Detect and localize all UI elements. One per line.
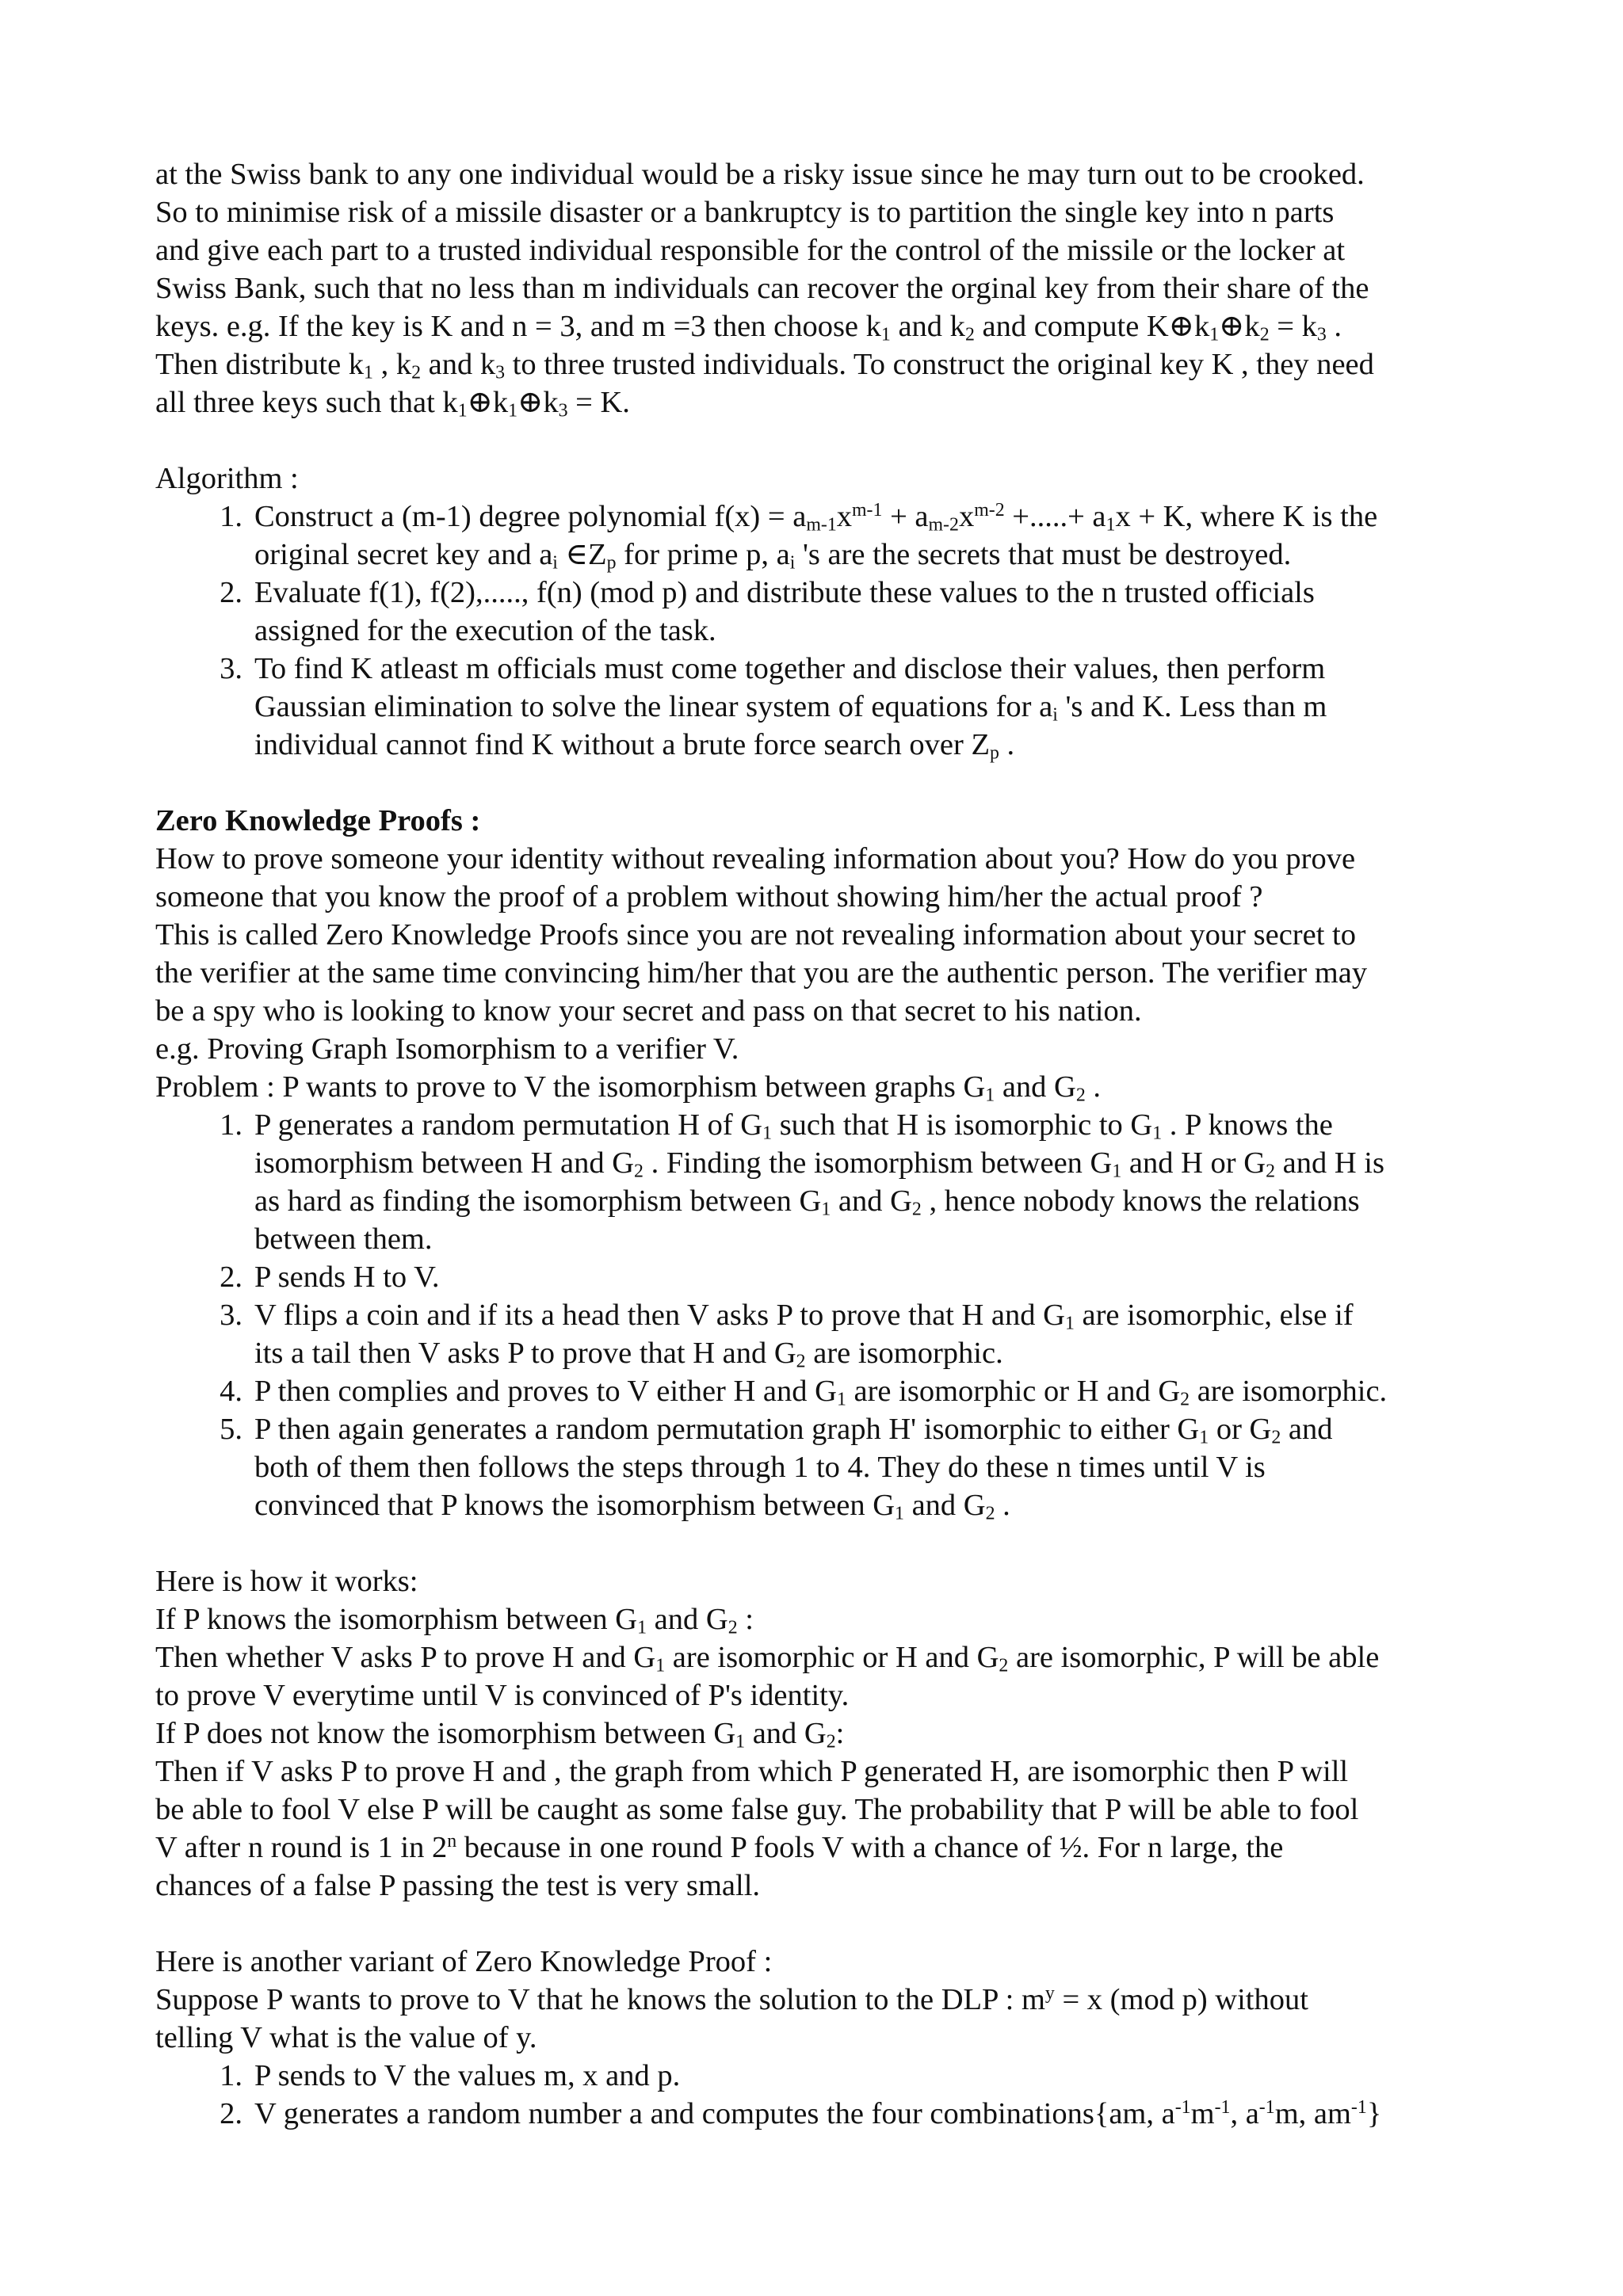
text-line [155, 345, 1503, 383]
text-fragment: and G [903, 1489, 986, 1522]
subscript: i [552, 552, 558, 574]
text-fragment: both of them then follows the steps through 1 to 4. They do these n times until V is [254, 1451, 1266, 1484]
text-fragment: individual cannot find K without a brute force search over Z [254, 728, 990, 761]
list-item [155, 1106, 1503, 1258]
text-fragment: If P does not know the isomorphism between G [155, 1717, 736, 1750]
text-fragment: for prime p, a [616, 538, 790, 571]
subscript: i [1052, 704, 1058, 726]
subscript: 2 [796, 1351, 806, 1372]
paragraph-gap [155, 421, 1503, 460]
variant-steps-list [155, 2057, 1503, 2133]
text-fragment: to three trusted individuals. To construct the original key K , they need [505, 348, 1374, 381]
zkp-steps-list [155, 1106, 1503, 1524]
text-fragment: and G [831, 1184, 912, 1218]
subscript: 1 [1106, 514, 1116, 536]
text-line: be able to fool V else P will be caught as some false guy. The probability that P will be able to fool [155, 1793, 1359, 1826]
text-fragment: P sends H to V. [254, 1261, 440, 1294]
text-fragment: x [836, 500, 852, 533]
algorithm-section [155, 460, 1503, 764]
text-fragment: : [737, 1603, 754, 1636]
text-fragment: . [995, 1489, 1010, 1522]
text-fragment: . [1326, 310, 1342, 343]
text-fragment: are isomorphic, P will be able [1008, 1641, 1380, 1674]
text-line: someone that you know the proof of a problem without showing him/her the actual proof ? [155, 880, 1263, 913]
subscript: 1 [508, 400, 518, 421]
text-line: be a spy who is looking to know your secret and pass on that secret to his nation. [155, 994, 1142, 1028]
text-line: the verifier at the same time convincing him/her that you are the authentic person. The verifier may [155, 956, 1368, 990]
list-number: 1. [220, 1108, 242, 1142]
text-fragment: . [1085, 1070, 1102, 1104]
text-line: telling V what is the value of y. [155, 2021, 537, 2054]
subscript: 1 [735, 1731, 746, 1753]
list-item [155, 2057, 1503, 2095]
text-fragment: ⊕k [517, 386, 559, 419]
text-fragment: as hard as finding the isomorphism between G [254, 1184, 822, 1218]
section-heading: Zero Knowledge Proofs : [155, 804, 481, 837]
subscript: 1 [762, 1123, 773, 1144]
superscript: -1 [1350, 2096, 1367, 2118]
subscript: m-2 [928, 514, 959, 536]
text-fragment: , hence nobody knows the relations [921, 1184, 1360, 1218]
text-fragment: m, am [1274, 2097, 1351, 2130]
paragraph-gap [155, 1524, 1503, 1562]
subscript: 1 [1064, 1313, 1075, 1334]
text-fragment: because in one round P fools V with a chance of ½. For n large, the [456, 1831, 1284, 1864]
list-number: 5. [220, 1413, 242, 1446]
subscript: 1 [457, 400, 468, 421]
text-line: to prove V everytime until V is convinced of P's identity. [155, 1679, 850, 1712]
text-line: So to minimise risk of a missile disaster or a bankruptcy is to partition the single key into n parts [155, 196, 1335, 229]
subscript: 1 [1152, 1123, 1163, 1144]
subscript: 1 [985, 1085, 995, 1106]
paragraph-gap [155, 764, 1503, 802]
text-fragment: keys. e.g. If the key is K and n = 3, and m =3 then choose k [155, 310, 881, 343]
text-fragment: , k [372, 348, 412, 381]
text-fragment: and G [995, 1070, 1076, 1104]
algorithm-list [155, 498, 1503, 764]
text-fragment: are isomorphic. [805, 1337, 1003, 1370]
superscript: -1 [1174, 2096, 1191, 2118]
text-fragment: ⊕k [467, 386, 509, 419]
subscript: 2 [1266, 1161, 1275, 1182]
text-fragment: x + K, where K is the [1115, 500, 1378, 533]
variant-section [155, 1943, 1503, 2133]
list-item [155, 574, 1503, 650]
text-line [155, 383, 1503, 421]
text-fragment: If P knows the isomorphism between G [155, 1603, 638, 1636]
text-fragment: convinced that P knows the isomorphism between G [254, 1489, 896, 1522]
text-fragment: P then again generates a random permutation graph H' isomorphic to either G [254, 1413, 1200, 1446]
text-fragment: P sends to V the values m, x and p. [254, 2059, 681, 2092]
text-line [155, 1600, 1503, 1638]
subscript: p [989, 742, 999, 764]
subscript: 2 [999, 1655, 1009, 1676]
text-fragment: ⊕k [1219, 310, 1260, 343]
text-fragment: and H or G [1121, 1146, 1266, 1180]
text-line: at the Swiss bank to any one individual would be a risky issue since he may turn out to be crooked. [155, 158, 1365, 191]
subscript: 3 [1316, 324, 1327, 345]
list-number: 1. [220, 500, 242, 533]
text-fragment: and G [745, 1717, 827, 1750]
text-fragment: m [1190, 2097, 1215, 2130]
subscript: 2 [985, 1503, 995, 1524]
text-fragment: . P knows the [1162, 1108, 1333, 1142]
subscript: 1 [880, 324, 891, 345]
list-number: 3. [220, 652, 242, 685]
text-line [155, 307, 1503, 345]
text-line: Here is how it works: [155, 1565, 418, 1598]
text-fragment: +.....+ a [1004, 500, 1106, 533]
text-fragment: V after n round is 1 in 2 [155, 1831, 448, 1864]
subscript: 2 [1271, 1427, 1281, 1448]
text-fragment: are isomorphic, else if [1074, 1299, 1354, 1332]
superscript: m-1 [852, 499, 883, 521]
text-fragment: are isomorphic or H and G [846, 1375, 1181, 1408]
text-fragment: : [835, 1717, 845, 1750]
text-fragment: = k [1269, 310, 1317, 343]
superscript: n [447, 1830, 457, 1852]
subscript: 3 [558, 400, 568, 421]
text-line [155, 1638, 1503, 1676]
subscript: 1 [821, 1199, 831, 1220]
list-item [155, 2095, 1503, 2133]
subscript: 2 [727, 1617, 738, 1638]
text-fragment: Then whether V asks P to prove H and G [155, 1641, 656, 1674]
subscript: 3 [495, 362, 506, 383]
subscript: 2 [1180, 1389, 1190, 1410]
text-line: Then if V asks P to prove H and , the graph from which P generated H, are isomorphic then P will [155, 1755, 1349, 1788]
text-fragment: . [999, 728, 1015, 761]
text-fragment: Construct a (m-1) degree polynomial f(x) = a [254, 500, 807, 533]
text-line: Here is another variant of Zero Knowledge Proof : [155, 1945, 773, 1978]
intro-paragraph [155, 155, 1503, 421]
text-fragment: and compute K⊕k [974, 310, 1210, 343]
text-fragment: and G [647, 1603, 728, 1636]
text-line [155, 1068, 1503, 1106]
subscript: 1 [364, 362, 373, 383]
subscript: 1 [655, 1655, 666, 1676]
text-line: and give each part to a trusted individual responsible for the control of the missile or the locker at [155, 234, 1346, 267]
zkp-section [155, 802, 1503, 1524]
text-line: chances of a false P passing the test is very small. [155, 1869, 761, 1902]
text-fragment: 's and K. Less than m [1057, 690, 1327, 723]
subscript: 2 [634, 1161, 643, 1182]
subscript: 2 [911, 1199, 922, 1220]
list-item [155, 1410, 1503, 1524]
text-fragment: V flips a coin and if its a head then V asks P to prove that H and G [254, 1299, 1065, 1332]
text-fragment: , a [1230, 2097, 1259, 2130]
subscript: 1 [1112, 1161, 1122, 1182]
subscript: m-1 [806, 514, 837, 536]
subscript: i [789, 552, 796, 574]
text-fragment: ∈Z [557, 538, 607, 571]
text-fragment: Suppose P wants to prove to V that he knows the solution to the DLP : m [155, 1983, 1045, 2016]
subscript: p [606, 552, 617, 574]
text-fragment: and H is [1275, 1146, 1384, 1180]
text-fragment: isomorphism between H and G [254, 1146, 635, 1180]
text-line [155, 1714, 1503, 1753]
list-number: 3. [220, 1299, 242, 1332]
subscript: 2 [1259, 324, 1270, 345]
list-number: 1. [220, 2059, 242, 2092]
text-fragment: . Finding the isomorphism between G [643, 1146, 1113, 1180]
text-fragment: and k [890, 310, 965, 343]
superscript: -1 [1214, 2096, 1231, 2118]
text-fragment: Gaussian elimination to solve the linear system of equations for a [254, 690, 1053, 723]
text-fragment: assigned for the execution of the task. [254, 614, 716, 647]
subscript: 2 [411, 362, 422, 383]
text-fragment: such that H is isomorphic to G [772, 1108, 1153, 1142]
subscript: 2 [964, 324, 975, 345]
superscript: m-2 [974, 499, 1005, 521]
text-line [155, 1829, 1503, 1867]
subscript: 1 [895, 1503, 904, 1524]
subscript: 2 [1075, 1085, 1086, 1106]
list-item [155, 1372, 1503, 1410]
paragraph-gap [155, 1905, 1503, 1943]
text-line: This is called Zero Knowledge Proofs since you are not revealing information about your secret to [155, 918, 1356, 952]
text-fragment: its a tail then V asks P to prove that H and G [254, 1337, 796, 1370]
text-line [155, 1981, 1503, 2019]
text-fragment: P generates a random permutation H of G [254, 1108, 763, 1142]
list-number: 4. [220, 1375, 242, 1408]
text-fragment: To find K atleast m officials must come together and disclose their values, then perform [254, 652, 1326, 685]
subscript: 1 [1209, 324, 1220, 345]
text-line: How to prove someone your identity without revealing information about you? How do you prove [155, 842, 1356, 875]
text-fragment: } [1366, 2097, 1382, 2130]
text-fragment: Evaluate f(1), f(2),....., f(n) (mod p) and distribute these values to the n trusted officials [254, 576, 1315, 609]
text-fragment: original secret key and a [254, 538, 553, 571]
text-fragment: are isomorphic. [1190, 1375, 1388, 1408]
list-item [155, 498, 1503, 574]
subscript: 1 [1199, 1427, 1209, 1448]
text-fragment: and k [421, 348, 496, 381]
text-fragment: + a [882, 500, 929, 533]
superscript: -1 [1258, 2096, 1275, 2118]
subscript: 1 [836, 1389, 846, 1410]
text-line: Swiss Bank, such that no less than m individuals can recover the orginal key from their share of the [155, 272, 1369, 305]
how-it-works-section [155, 1562, 1503, 1905]
text-fragment: all three keys such that k [155, 386, 458, 419]
list-number: 2. [220, 1261, 242, 1294]
superscript: y [1044, 1982, 1055, 2004]
text-fragment: Problem : P wants to prove to V the isomorphism between graphs G [155, 1070, 986, 1104]
text-fragment: or G [1209, 1413, 1272, 1446]
list-item [155, 1258, 1503, 1296]
list-item [155, 650, 1503, 764]
text-fragment: Then distribute k [155, 348, 365, 381]
text-fragment: 's are the secrets that must be destroyed. [795, 538, 1292, 571]
list-number: 2. [220, 2097, 242, 2130]
text-fragment: P then complies and proves to V either H and G [254, 1375, 837, 1408]
document-page [155, 155, 1503, 2133]
text-fragment: x [958, 500, 975, 533]
text-fragment: = x (mod p) without [1054, 1983, 1308, 2016]
text-line: e.g. Proving Graph Isomorphism to a verifier V. [155, 1032, 739, 1066]
text-fragment: V generates a random number a and computes the four combinations{am, a [254, 2097, 1175, 2130]
list-number: 2. [220, 576, 242, 609]
text-fragment: between them. [254, 1222, 433, 1256]
text-fragment: are isomorphic or H and G [665, 1641, 999, 1674]
list-item [155, 1296, 1503, 1372]
algorithm-label: Algorithm : [155, 462, 299, 495]
subscript: 1 [637, 1617, 647, 1638]
text-fragment: and [1281, 1413, 1333, 1446]
text-fragment: = K. [567, 386, 630, 419]
subscript: 2 [826, 1731, 836, 1753]
